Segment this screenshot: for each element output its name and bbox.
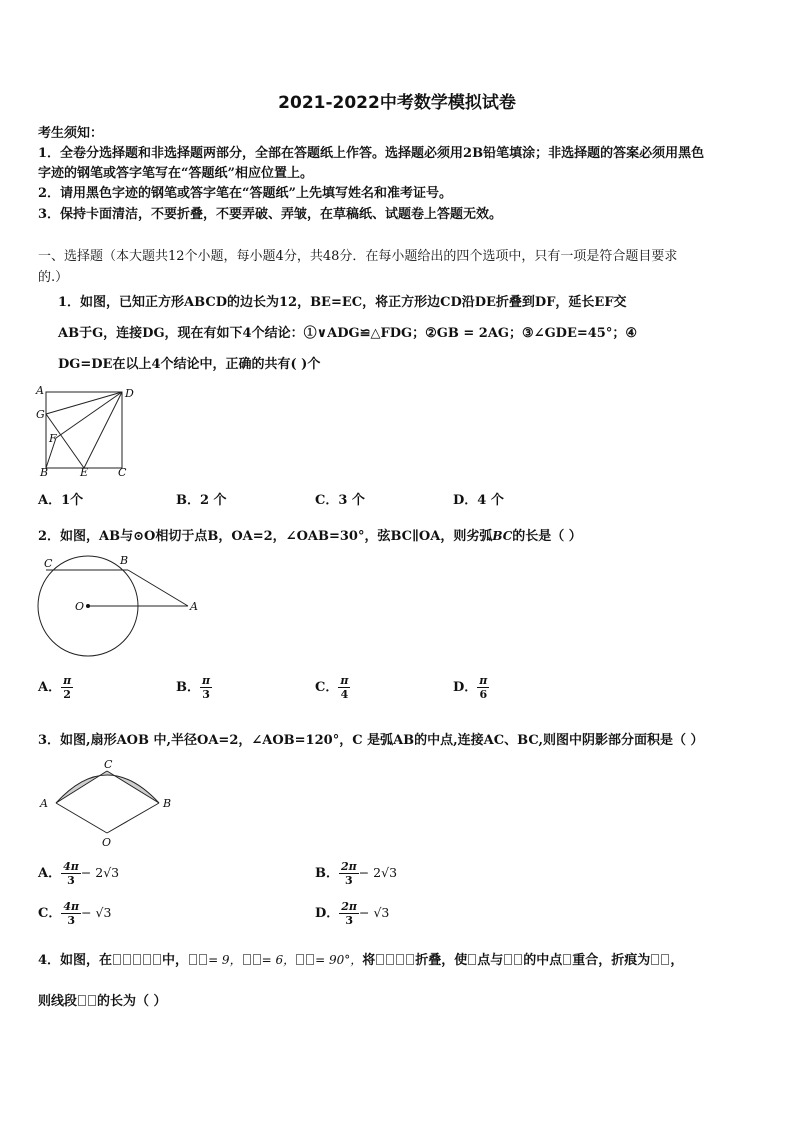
notice-heading: 考生须知：	[38, 126, 104, 141]
q3-option-c-tail: − √3	[81, 905, 112, 920]
q3-option-d-tail: − √3	[359, 905, 390, 920]
notice-item-2: 2．请用黑色字迹的钢笔或答字笔在“答题纸”上先填写姓名和准考证号。	[38, 186, 453, 201]
q3-option-a-den: 3	[67, 874, 75, 887]
q3-option-d-den: 3	[345, 914, 353, 927]
q1-line-1: 1．如图，已知正方形ABCD的边长为12，BE=EC，将正方形边CD沿DE折叠到DF，延长EF交	[58, 295, 627, 310]
q3-label-b: B	[163, 797, 172, 810]
q3-option-b-tail: − 2√3	[358, 865, 398, 880]
notice-item-1: 1．全卷分选择题和非选择题两部分，全部在答题纸上作答。选择题必须用2B铅笔填涂；非选择题的答案必须用黑色	[38, 146, 705, 161]
q2-question	[38, 525, 582, 544]
q4-line-2	[38, 990, 167, 1009]
section-line-1: 一、选择题（本大题共12个小题，每小题4分，共48分．在每小题给出的四个选项中，只有一项是符合题目要求	[38, 249, 678, 264]
q2-label-b: B	[120, 554, 129, 567]
q1-option-a[interactable]: A．1个	[38, 493, 84, 508]
q2-option-a-den: 2	[63, 688, 71, 701]
notice-item-3: 3．保持卡面清洁，不要折叠，不要弄破、弄皱，在草稿纸、试题卷上答题无效。	[38, 207, 503, 222]
q2-option-a-letter: A．	[38, 680, 62, 695]
q3-label-c: C	[104, 758, 113, 771]
notice-item-1b: 字迹的钢笔或答字笔写在“答题纸”相应位置上。	[38, 166, 313, 181]
q4-text-2: 中，	[162, 953, 189, 968]
q2-option-b-den: 3	[202, 688, 210, 701]
q1-line-2: AB于G，连接DG，现在有如下4个结论：①∨ADG≌△FDG；②GB = 2AG；③∠GDE=45°；④	[58, 326, 638, 341]
q4-text-1: 4．如图，在	[38, 953, 113, 968]
q4-text-3: 将	[362, 953, 376, 968]
section-line-2: 的.）	[38, 270, 69, 285]
q2-option-c-letter: C．	[315, 680, 339, 695]
q1-square-figure	[34, 383, 144, 478]
q2-option-a[interactable]	[38, 674, 73, 701]
q2-option-a-num: π	[63, 674, 72, 687]
q4-text-7: 重合，折痕为	[572, 953, 651, 968]
q3-question: 3．如图,扇形AOB 中,半径OA=2，∠AOB=120°，C 是弧AB的中点,连接AC、BC,则图中阴影部分面积是（ ）	[38, 733, 704, 748]
q2-option-b[interactable]	[176, 674, 212, 701]
q4-math-1: = 9，	[208, 953, 242, 967]
q1-label-g: G	[36, 408, 45, 421]
page-title: 2021-2022中考数学模拟试卷	[278, 93, 516, 113]
q3-option-c[interactable]	[38, 900, 111, 927]
q4-math-2: = 6，	[261, 953, 296, 967]
q1-option-d[interactable]: D．4 个	[453, 493, 504, 508]
q3-label-o: O	[102, 836, 112, 849]
q2-text-post: 的长是（ ）	[512, 529, 582, 544]
q2-option-b-num: π	[202, 674, 211, 687]
q3-option-b[interactable]	[315, 860, 397, 887]
q2-option-b-letter: B．	[176, 680, 200, 695]
q1-label-c: C	[118, 466, 127, 478]
q4-text-5: 点与	[477, 953, 504, 968]
q1-label-a: A	[36, 384, 44, 397]
q3-option-a-tail: − 2√3	[80, 865, 120, 880]
q3-option-c-letter: C．	[38, 906, 62, 921]
q4-text-8: ，	[670, 953, 684, 968]
q2-option-c-num: π	[340, 674, 349, 687]
q4-text-4: 折叠，使	[415, 953, 468, 968]
q1-label-d: D	[125, 387, 134, 400]
q2-option-d-den: 6	[479, 688, 488, 701]
q2-label-c: C	[44, 557, 53, 570]
q4-math-3: = 90°，	[315, 953, 363, 967]
q3-option-a-num: 4π	[63, 860, 79, 873]
q4-text-9: 则线段	[38, 994, 78, 1009]
q4-text-10: 的长为（ ）	[97, 994, 167, 1009]
q2-option-c-den: 4	[340, 688, 349, 701]
q1-option-c[interactable]: C．3 个	[315, 493, 365, 508]
q3-option-c-den: 3	[67, 914, 76, 927]
q3-sector-figure	[34, 755, 184, 850]
q1-option-b[interactable]: B．2 个	[176, 493, 227, 508]
q2-label-o: O	[75, 600, 85, 613]
q3-option-c-num: 4π	[63, 900, 80, 913]
q3-option-d[interactable]	[315, 900, 389, 927]
q2-label-a: A	[190, 600, 198, 613]
q2-arc-label: BC	[492, 529, 513, 543]
q2-text-pre: 2．如图，AB与⊙O相切于点B，OA=2，∠OAB=30°，弦BC∥OA，则劣弧	[38, 529, 493, 544]
q1-label-f: F	[49, 432, 57, 445]
q3-option-a[interactable]	[38, 860, 119, 887]
q2-option-c[interactable]	[315, 674, 350, 701]
q1-label-e: E	[80, 466, 89, 478]
q3-option-d-num: 2π	[341, 900, 357, 913]
q4-line-1	[38, 949, 683, 968]
q3-option-d-letter: D．	[315, 906, 340, 921]
q3-label-a: A	[40, 797, 48, 810]
q3-option-b-den: 3	[345, 874, 353, 887]
q3-option-b-letter: B．	[315, 866, 339, 881]
q2-option-d-num: π	[479, 674, 488, 687]
q2-option-d-letter: D．	[453, 680, 478, 695]
q3-option-b-num: 2π	[341, 860, 357, 873]
q2-circle-figure	[34, 550, 204, 660]
q2-option-d[interactable]	[453, 674, 489, 701]
q3-option-a-letter: A．	[38, 866, 62, 881]
q4-text-6: 的中点	[523, 953, 563, 968]
q1-line-3: DG=DE在以上4个结论中，正确的共有( )个	[58, 357, 321, 372]
q1-label-b: B	[40, 466, 49, 478]
